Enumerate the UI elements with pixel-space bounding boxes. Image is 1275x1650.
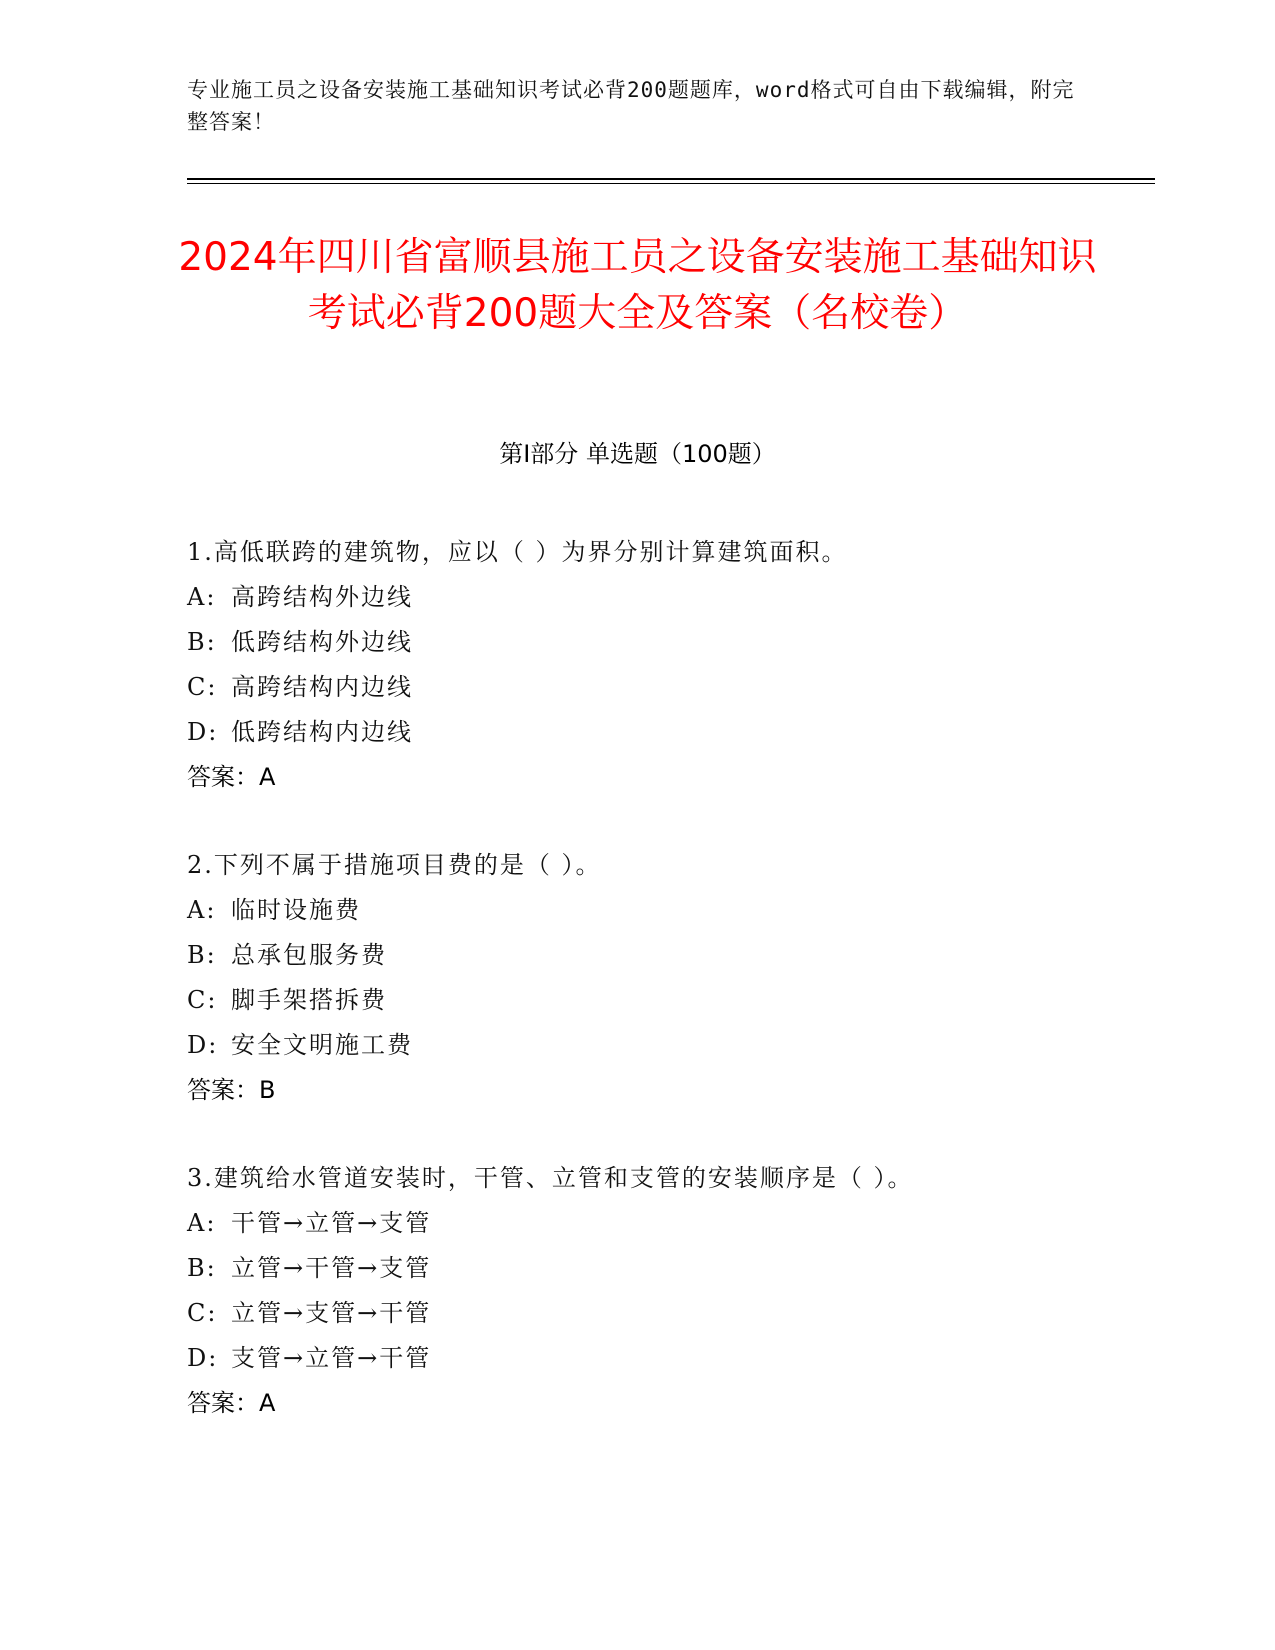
section-heading: 第Ⅰ部分 单选题（100题） [499, 440, 776, 468]
option-letter: D: [187, 718, 219, 746]
option-letter: C: [187, 986, 218, 1014]
question-1 [187, 530, 1147, 800]
option-text: 立管→干管→支管 [231, 1254, 432, 1282]
option-text: 脚手架搭拆费 [231, 986, 387, 1014]
answer-line: 答案：B [187, 1076, 276, 1104]
option-letter: B: [187, 628, 217, 656]
option-text: 干管→立管→支管 [231, 1209, 432, 1237]
header-divider-thick [187, 178, 1155, 180]
question-stem: 3.建筑给水管道安装时，干管、立管和支管的安装顺序是（ ）。 [187, 1164, 914, 1192]
option-text: 临时设施费 [231, 896, 361, 924]
document-title: 2024年四川省富顺县施工员之设备安装施工基础知识考试必背200题大全及答案（名校卷） [178, 235, 1097, 336]
option-text: 高跨结构外边线 [231, 583, 413, 611]
option-letter: B: [187, 1254, 217, 1282]
question-stem: 1.高低联跨的建筑物，应以（ ）为界分别计算建筑面积。 [187, 538, 848, 566]
option-a [187, 1201, 1147, 1246]
header-divider-thin [187, 183, 1155, 184]
option-d [187, 1023, 1147, 1068]
option-text: 高跨结构内边线 [231, 673, 413, 701]
option-c [187, 665, 1147, 710]
option-text: 总承包服务费 [231, 941, 387, 969]
option-a [187, 888, 1147, 933]
option-text: 低跨结构外边线 [231, 628, 413, 656]
option-text: 立管→支管→干管 [231, 1299, 432, 1327]
option-text: 安全文明施工费 [231, 1031, 413, 1059]
option-text: 低跨结构内边线 [231, 718, 413, 746]
option-letter: C: [187, 1299, 218, 1327]
option-letter: B: [187, 941, 217, 969]
option-b [187, 1246, 1147, 1291]
option-letter: D: [187, 1031, 219, 1059]
option-b [187, 933, 1147, 978]
option-letter: A: [187, 896, 217, 924]
option-c [187, 1291, 1147, 1336]
question-stem: 2.下列不属于措施项目费的是（ ）。 [187, 851, 602, 879]
question-list [187, 530, 1147, 1469]
option-text: 支管→立管→干管 [231, 1344, 432, 1372]
option-d [187, 710, 1147, 755]
option-letter: A: [187, 583, 217, 611]
option-c [187, 978, 1147, 1023]
option-letter: C: [187, 673, 218, 701]
option-b [187, 620, 1147, 665]
header-note: 专业施工员之设备安装施工基础知识考试必背200题题库，word格式可自由下载编辑，附完整答案！ [187, 78, 1075, 134]
option-a [187, 575, 1147, 620]
question-2 [187, 843, 1147, 1113]
answer-line: 答案：A [187, 763, 276, 791]
question-3 [187, 1156, 1147, 1426]
option-letter: D: [187, 1344, 219, 1372]
answer-line: 答案：A [187, 1389, 276, 1417]
option-d [187, 1336, 1147, 1381]
option-letter: A: [187, 1209, 217, 1237]
